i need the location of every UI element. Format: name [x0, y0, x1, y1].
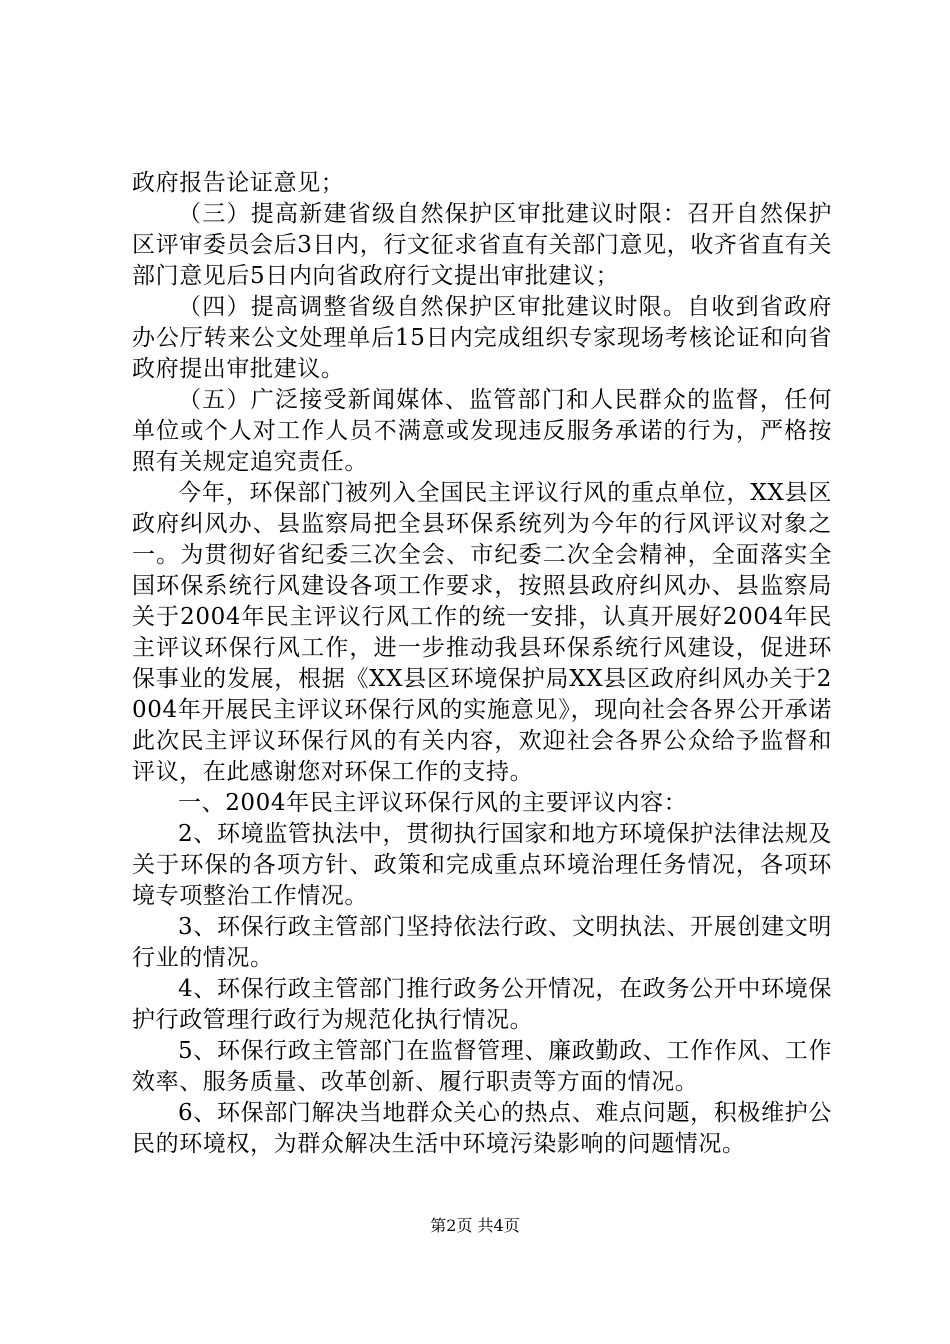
paragraph-5: 今年，环保部门被列入全国民主评议行风的重点单位，XX县区政府纠风办、县监察局把全县环保系统列为今年的行风评议对象之一。为贯彻好省纪委三次全会、市纪委二次全会精神，全面落实全国环保系统行风建设各项工作要求，按照县政府纠风办、县监察局关于2004年民主评议行风工作的统一安排，认真开展好2004年民主评议环保行风工作，进一步推动我县环保系统行风建设，促进环保事业的发展，根据《XX县区环境保护局XX县区政府纠风办关于2004年开展民主评议环保行风的实施意见》，现向社会各界公开承诺此次民主评议环保行风的有关内容，欢迎社会各界公众给予监督和评议，在此感谢您对环保工作的支持。	[132, 480, 832, 785]
paragraph-3: （四）提高调整省级自然保护区审批建议时限。自收到省政府办公厅转来公文处理单后15日内完成组织专家现场考核论证和向省政府提出审批建议。	[132, 294, 832, 382]
section-heading-1: 一、2004年民主评议环保行风的主要评议内容：	[178, 790, 688, 816]
paragraph-1: 政府报告论证意见；	[132, 170, 345, 196]
paragraph-4: （五）广泛接受新闻媒体、监管部门和人民群众的监督，任何单位或个人对工作人员不满意或发现违反服务承诺的行为，严格按照有关规定追究责任。	[132, 387, 832, 475]
document-body	[132, 168, 832, 1160]
list-item-4: 4、环保行政主管部门推行政务公开情况，在政务公开中环境保护行政管理行政行为规范化执行情况。	[132, 976, 832, 1033]
list-item-6: 6、环保部门解决当地群众关心的热点、难点问题，积极维护公民的环境权，为群众解决生活中环境污染影响的问题情况。	[132, 1100, 832, 1157]
list-item-2: 2、环境监管执法中，贯彻执行国家和地方环境保护法律法规及关于环保的各项方针、政策和完成重点环境治理任务情况，各项环境专项整治工作情况。	[132, 821, 832, 909]
page-number-footer: 第2页 共4页	[430, 1216, 520, 1235]
list-item-3: 3、环保行政主管部门坚持依法行政、文明执法、开展创建文明行业的情况。	[132, 914, 832, 971]
paragraph-2: （三）提高新建省级自然保护区审批建议时限：召开自然保护区评审委员会后3日内，行文征求省直有关部门意见，收齐省直有关部门意见后5日内向省政府行文提出审批建议；	[132, 201, 832, 289]
list-item-5: 5、环保行政主管部门在监督管理、廉政勤政、工作作风、工作效率、服务质量、改革创新、履行职责等方面的情况。	[132, 1038, 832, 1095]
